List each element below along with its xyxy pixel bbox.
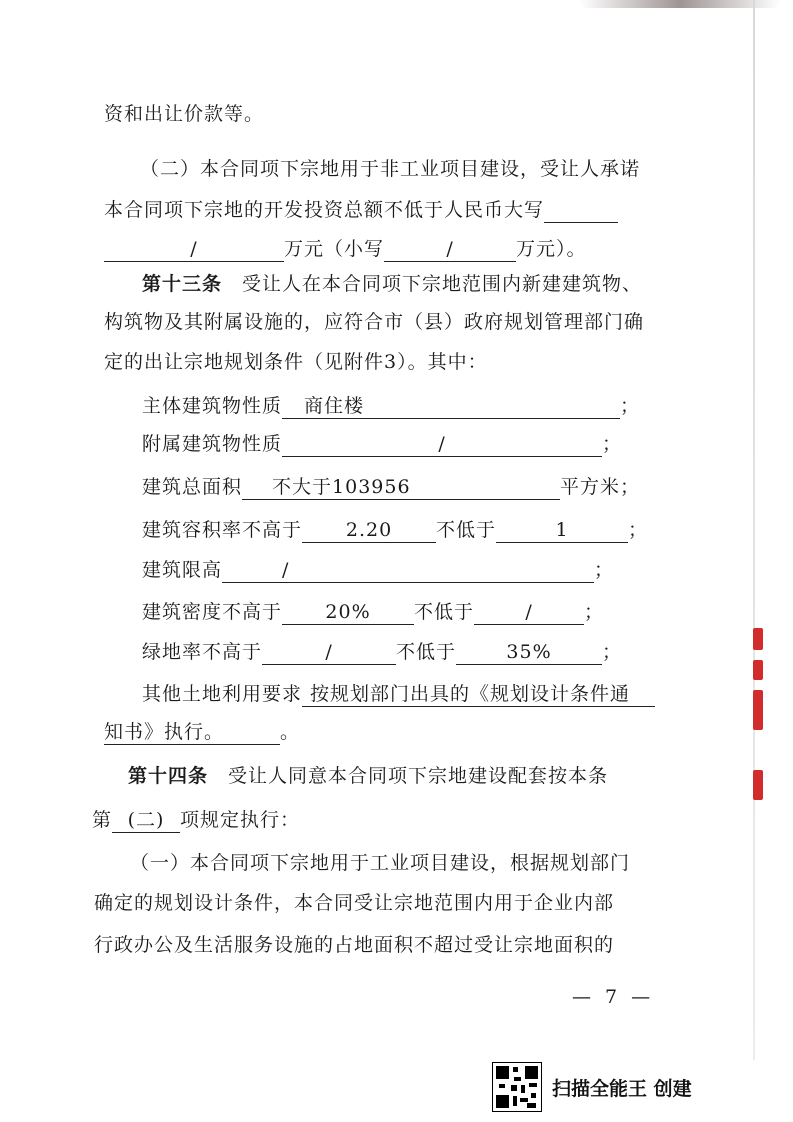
other-requirements-value: 按规划部门出具的《规划设计条件通 bbox=[302, 682, 655, 707]
other-requirements-value-cont: 知书》执行。 bbox=[104, 720, 280, 745]
text-line: 确定的规划设计条件，本合同受让宗地范围内用于企业内部 bbox=[94, 892, 615, 914]
seal-fragment bbox=[753, 660, 763, 680]
aux-building-nature-value: / bbox=[282, 432, 602, 457]
article-13-heading: 第十三条 bbox=[142, 273, 223, 295]
green-max-value: / bbox=[262, 640, 396, 665]
seal-fragment bbox=[753, 628, 763, 650]
far-max-value: 2.20 bbox=[302, 518, 436, 543]
total-floor-area-row: 建筑总面积 不大于103956 平方米； bbox=[142, 476, 641, 498]
article-13-text: 受让人在本合同项下宗地范围内新建建筑物、 bbox=[242, 273, 643, 295]
page-edge bbox=[753, 0, 755, 1060]
wan-yuan-label: 万元（小写 bbox=[284, 238, 385, 260]
investment-number-field: / bbox=[384, 237, 516, 262]
aux-building-nature-row: 附属建筑物性质 / ； bbox=[142, 433, 623, 455]
seal-fragment bbox=[753, 690, 763, 730]
seal-fragment bbox=[753, 770, 763, 800]
investment-words-field-cont: / bbox=[104, 237, 284, 262]
text-line: 行政办公及生活服务设施的占地面积不超过受让宗地面积的 bbox=[94, 934, 615, 956]
density-min-value: / bbox=[474, 600, 584, 625]
top-stain bbox=[580, 0, 780, 8]
article-14-heading: 第十四条 bbox=[128, 765, 209, 787]
green-ratio-row: 绿地率不高于 / 不低于 35% ； bbox=[142, 641, 623, 663]
investment-words-field bbox=[544, 198, 618, 223]
article-13-line bbox=[142, 272, 642, 296]
investment-label: 本合同项下宗地的开发投资总额不低于人民币大写 bbox=[104, 199, 545, 221]
total-floor-area-value: 不大于103956 bbox=[242, 475, 560, 500]
article-14-text: 受让人同意本合同项下宗地建设配套按本条 bbox=[228, 765, 609, 787]
density-row: 建筑密度不高于 20% 不低于 / ； bbox=[142, 601, 605, 623]
far-min-value: 1 bbox=[496, 518, 628, 543]
wan-yuan-end: 万元）。 bbox=[516, 238, 587, 260]
article-14-line-2: 第 (二) 项规定执行： bbox=[92, 809, 301, 831]
main-building-nature-value: 商住楼 bbox=[282, 394, 620, 419]
text-line: 资和出让价款等。 bbox=[104, 103, 265, 125]
height-limit-row: 建筑限高 / ； bbox=[142, 559, 615, 581]
page-number: — 7 — bbox=[572, 986, 655, 1008]
other-requirements-row: 其他土地利用要求 按规划部门出具的《规划设计条件通 bbox=[142, 682, 655, 707]
text-line: 构筑物及其附属设施的，应符合市（县）政府规划管理部门确 bbox=[104, 311, 645, 333]
main-building-nature-row: 主体建筑物性质 商住楼 ； bbox=[142, 395, 641, 417]
far-row: 建筑容积率不高于 2.20 不低于 1 ； bbox=[142, 519, 649, 541]
text-line: 定的出让宗地规划条件（见附件3）。其中： bbox=[104, 351, 488, 373]
text-line bbox=[104, 198, 618, 223]
article-14-option-value: (二) bbox=[112, 808, 180, 833]
green-min-value: 35% bbox=[456, 640, 602, 665]
other-requirements-row-cont: 知书》执行。 。 bbox=[104, 721, 301, 743]
watermark-text: 扫描全能王 创建 bbox=[552, 1077, 692, 1100]
scanner-watermark bbox=[492, 1062, 692, 1112]
text-line: （二）本合同项下宗地用于非工业项目建设，受让人承诺 bbox=[140, 158, 641, 180]
height-limit-value: / bbox=[222, 558, 594, 583]
density-max-value: 20% bbox=[282, 600, 414, 625]
qr-code-icon bbox=[492, 1062, 542, 1112]
text-line bbox=[104, 237, 587, 262]
article-14-line bbox=[128, 764, 608, 788]
text-line: （一）本合同项下宗地用于工业项目建设，根据规划部门 bbox=[130, 852, 631, 874]
